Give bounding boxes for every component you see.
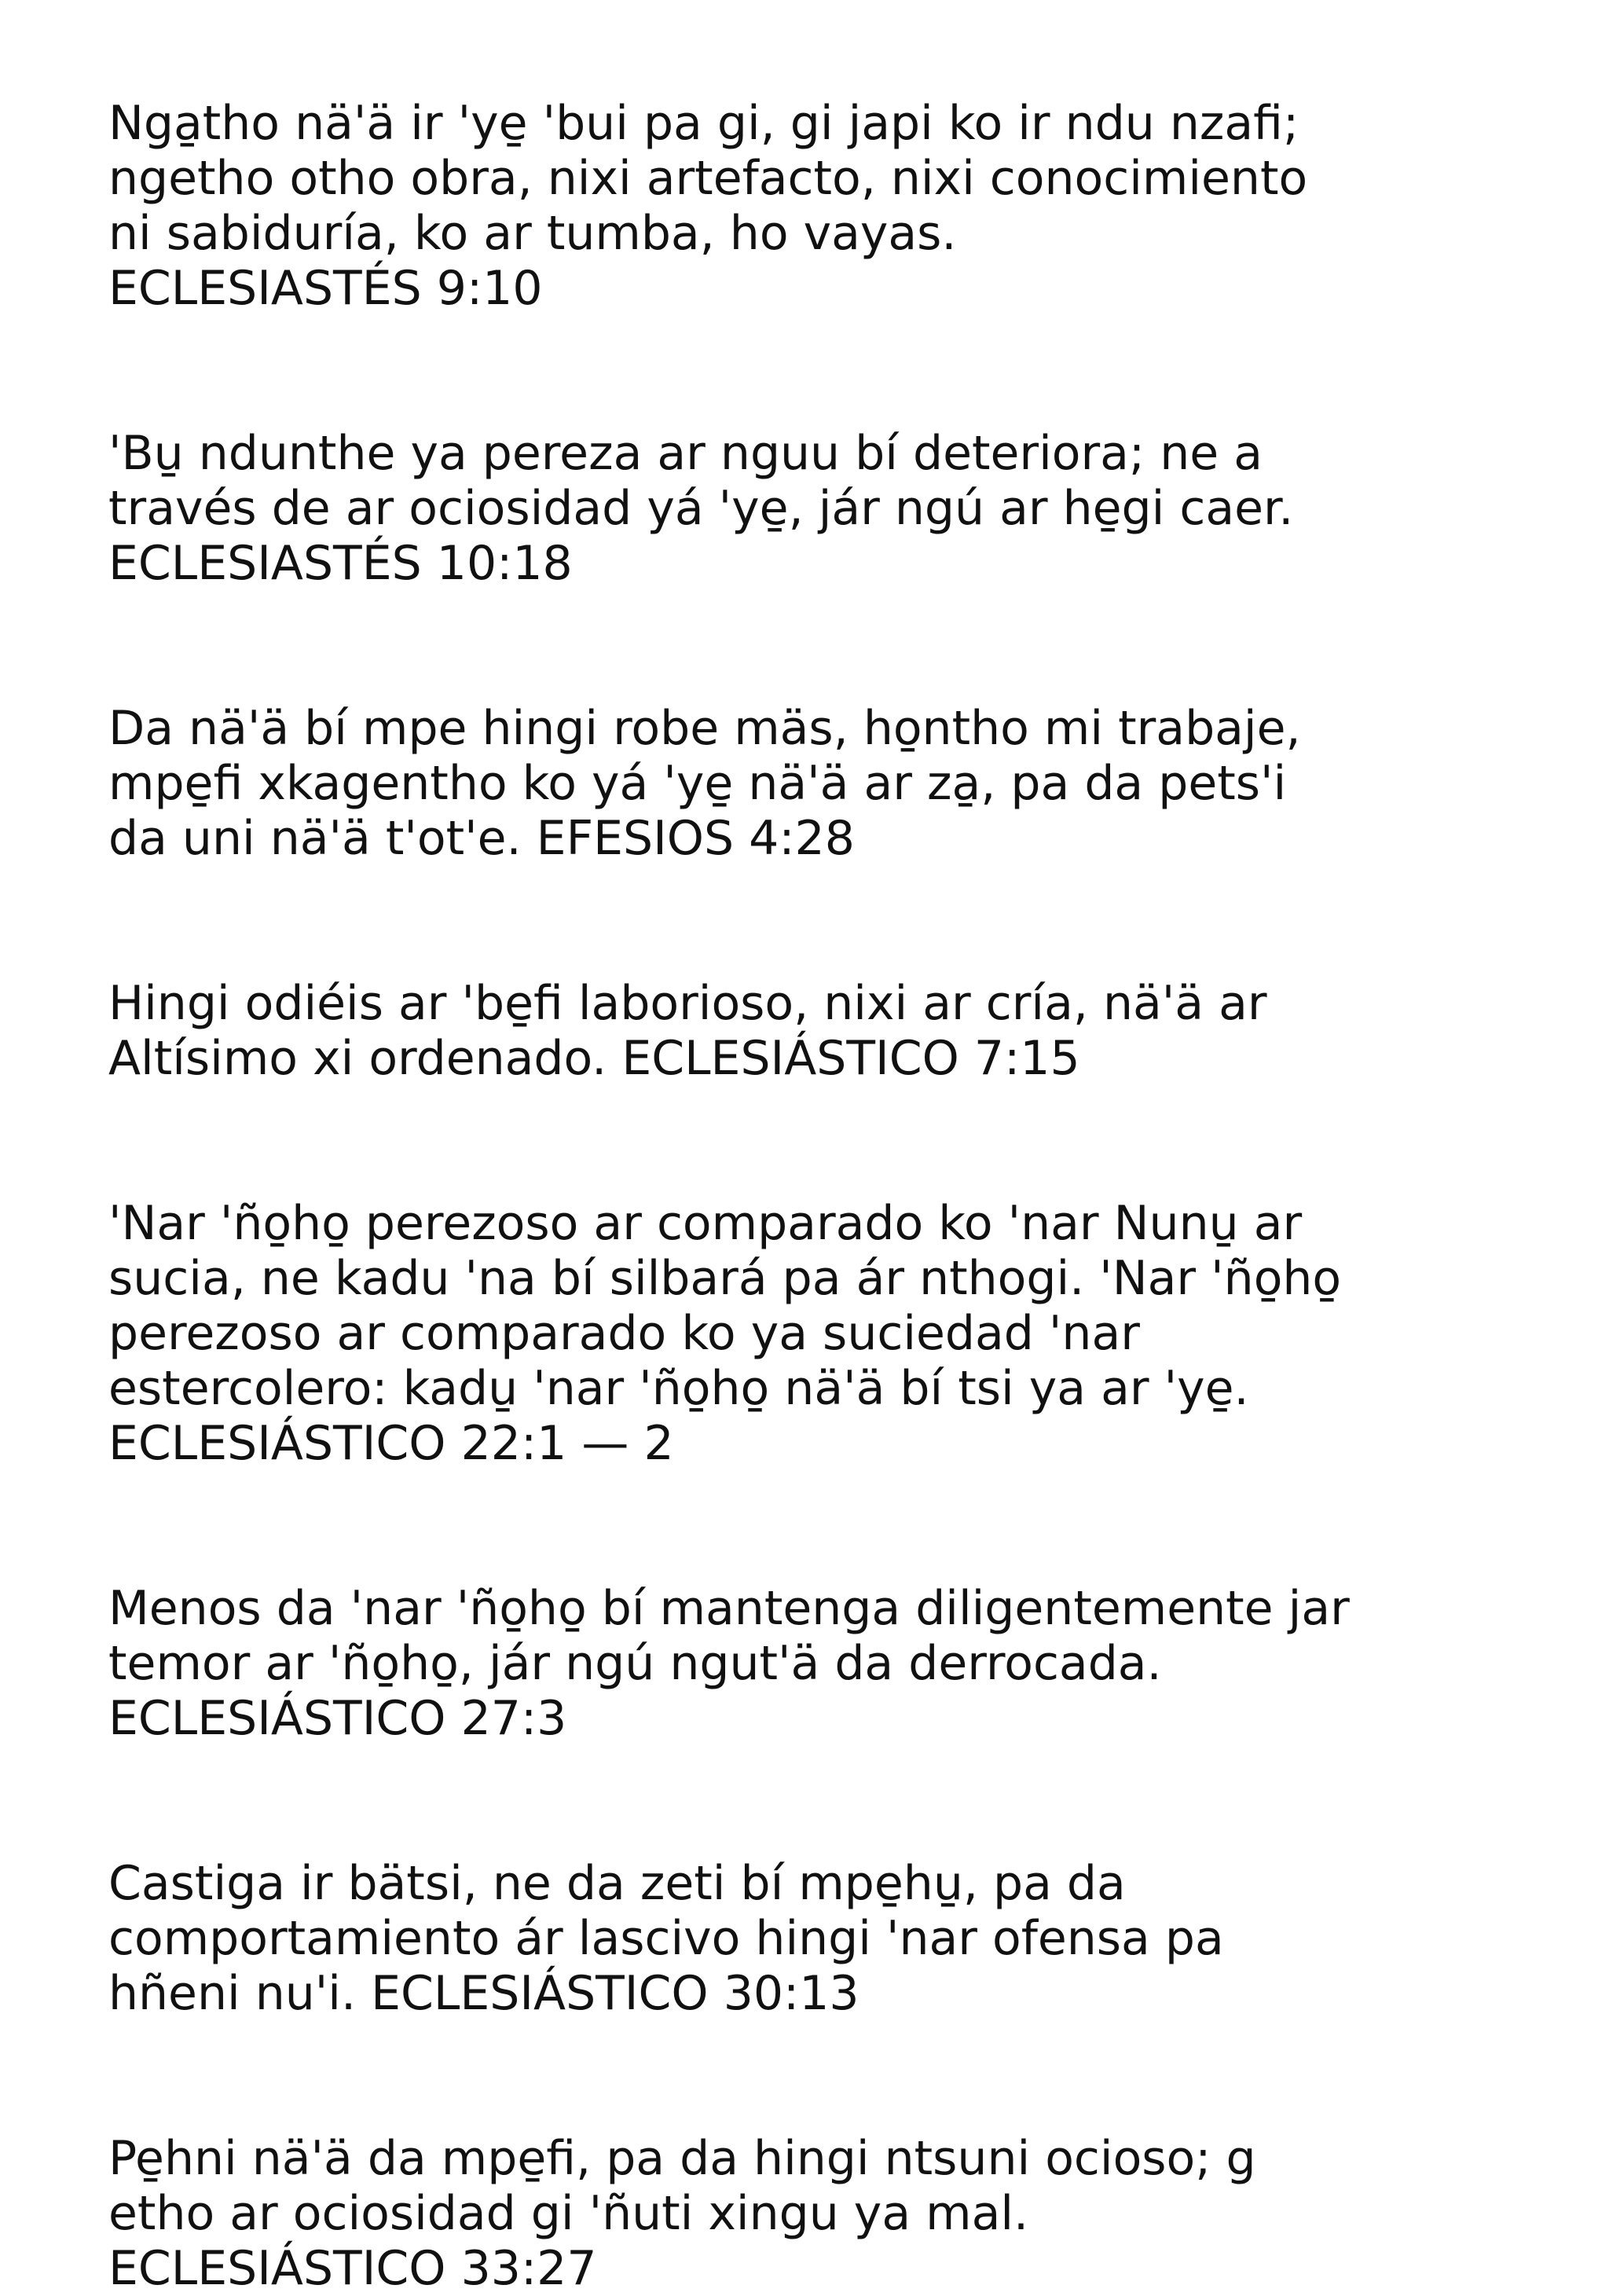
- verse-line: Castiga ir bätsi, ne da zeti bí mpe̱hu̱, pa da: [108, 1856, 1126, 1911]
- verse-block: [108, 96, 1523, 316]
- verse-line: ni sabiduría, ko ar tumba, ho vayas.: [108, 206, 957, 261]
- verse-block: [108, 1196, 1523, 1471]
- verse-line: Da nä'ä bí mpe hingi robe mäs, ho̱ntho mi trabaje,: [108, 701, 1301, 756]
- verse-block: [108, 1581, 1523, 1746]
- verse-line: perezoso ar comparado ko ya suciedad 'nar: [108, 1306, 1140, 1361]
- verse-block: [108, 426, 1523, 591]
- verse-line: 'Nar 'ño̱ho̱ perezoso ar comparado ko 'nar Nunu̱ ar: [108, 1196, 1303, 1251]
- verse-reference: ECLESIASTÉS 10:18: [108, 536, 573, 591]
- verse-line: Nga̱tho nä'ä ir 'ye̱ 'bui pa gi, gi japi ko ir ndu nzafi;: [108, 96, 1299, 151]
- verse-line: da uni nä'ä t'ot'e. EFESIOS 4:28: [108, 811, 855, 866]
- verse-line: Hingi odiéis ar 'be̱fi laborioso, nixi ar cría, nä'ä ar: [108, 976, 1267, 1031]
- verse-line: Menos da 'nar 'ño̱ho̱ bí mantenga diligentemente jar: [108, 1581, 1350, 1636]
- verse-block: [108, 701, 1523, 866]
- verse-line: temor ar 'ño̱ho̱, jár ngú ngut'ä da derrocada.: [108, 1636, 1162, 1691]
- verse-reference: ECLESIASTÉS 9:10: [108, 261, 543, 316]
- verse-line: mpe̱fi xkagentho ko yá 'ye̱ nä'ä ar za̱, pa da pets'i: [108, 756, 1287, 811]
- verse-reference: ECLESIÁSTICO 27:3: [108, 1691, 567, 1746]
- verse-line: estercolero: kadu̱ 'nar 'ño̱ho̱ nä'ä bí tsi ya ar 'ye̱.: [108, 1361, 1249, 1416]
- verse-block: [108, 976, 1523, 1086]
- verse-block: [108, 2131, 1523, 2296]
- verse-line: sucia, ne kadu 'na bí silbará pa ár nthogi. 'Nar 'ño̱ho̱: [108, 1251, 1342, 1306]
- verse-block: [108, 1856, 1523, 2021]
- verse-line: hñeni nu'i. ECLESIÁSTICO 30:13: [108, 1966, 859, 2021]
- verse-reference: ECLESIÁSTICO 33:27: [108, 2241, 597, 2296]
- verse-line: Altísimo xi ordenado. ECLESIÁSTICO 7:15: [108, 1031, 1080, 1086]
- verse-line: través de ar ociosidad yá 'ye̱, jár ngú ar he̱gi caer.: [108, 481, 1294, 536]
- verse-line: etho ar ociosidad gi 'ñuti xingu ya mal.: [108, 2186, 1029, 2241]
- verse-line: comportamiento ár lascivo hingi 'nar ofensa pa: [108, 1911, 1224, 1966]
- verse-line: ngetho otho obra, nixi artefacto, nixi conocimiento: [108, 151, 1308, 206]
- verse-line: 'Bu̱ ndunthe ya pereza ar nguu bí deteriora; ne a: [108, 426, 1263, 481]
- verse-reference: ECLESIÁSTICO 22:1 — 2: [108, 1416, 674, 1471]
- document-page: [108, 96, 1523, 2296]
- verse-line: Pe̱hni nä'ä da mpe̱fi, pa da hingi ntsuni ocioso; g: [108, 2131, 1256, 2186]
